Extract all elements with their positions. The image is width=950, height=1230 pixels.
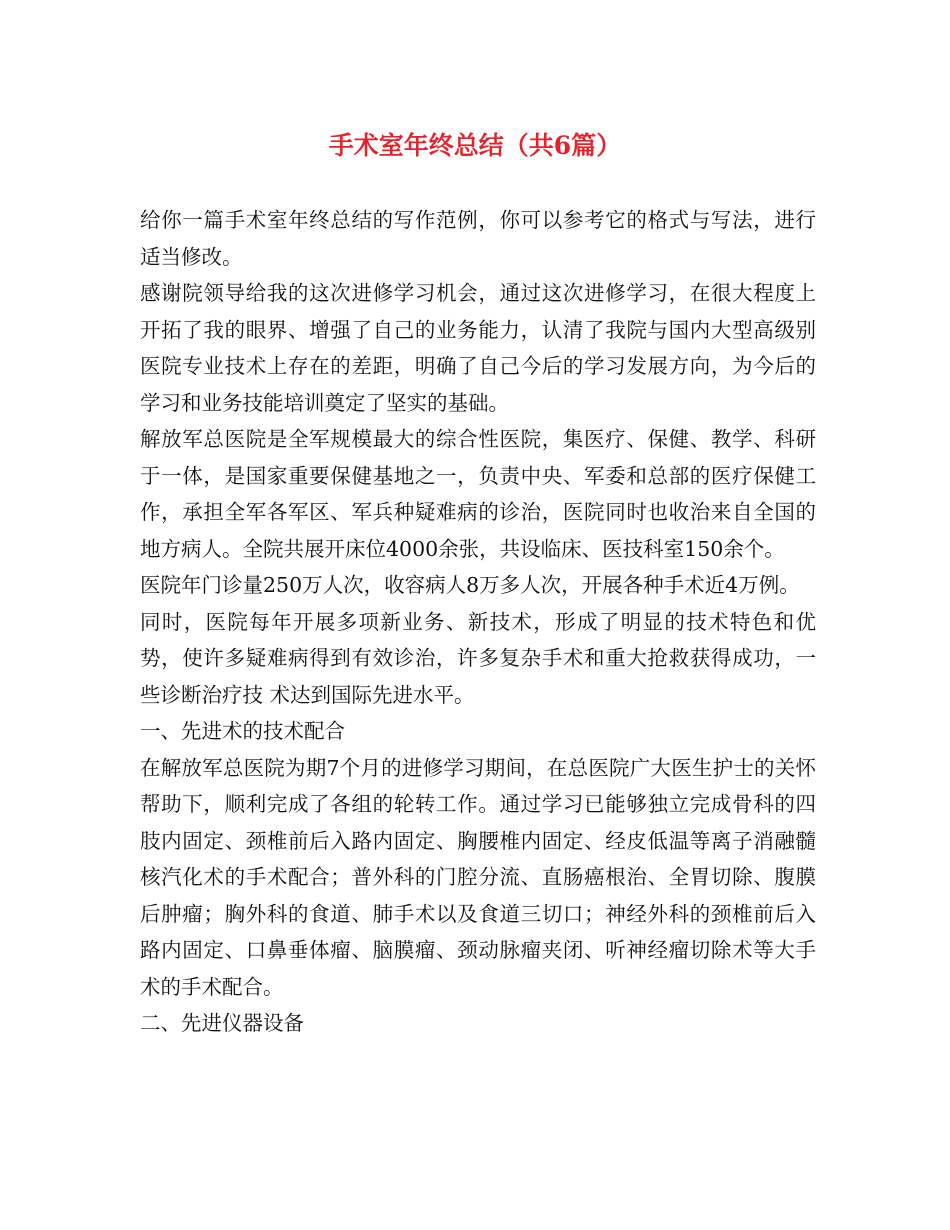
section-heading-2: 二、先进仪器设备 bbox=[140, 1011, 304, 1035]
paragraph-new-tech: 同时，医院每年开展多项新业务、新技术，形成了明显的技术特色和优势，使许多疑难病得到有效诊治，许多复杂手术和重大抢救获得成功，一些诊断治疗技 术达到国际先进水平。 bbox=[140, 609, 816, 707]
paragraph-intro: 给你一篇手术室年终总结的写作范例，你可以参考它的格式与写法，进行适当修改。 bbox=[140, 208, 816, 269]
document-body bbox=[140, 202, 816, 1042]
section-heading-1: 一、先进术的技术配合 bbox=[140, 719, 345, 743]
document-title: 手术室年终总结（共6篇） bbox=[328, 131, 622, 160]
paragraph-hospital-intro: 解放军总医院是全军规模最大的综合性医院，集医疗、保健、教学、科研于一体，是国家重要保健基地之一，负责中央、军委和总部的医疗保健工作，承担全军各军区、军兵种疑难病的诊治，医院同时也收治来自全国的地方病人。全院共展开床位4000余张，共设临床、医技科室150余个。 bbox=[140, 427, 816, 561]
paragraph-hospital-stats: 医院年门诊量250万人次，收容病人8万多人次，开展各种手术近4万例。 bbox=[140, 573, 800, 597]
paragraph-thanks: 感谢院领导给我的这次进修学习机会，通过这次进修学习，在很大程度上开拓了我的眼界、增强了自己的业务能力，认清了我院与国内大型高级别医院专业技术上存在的差距，明确了自己今后的学习发展方向，为今后的学习和业务技能培训奠定了坚实的基础。 bbox=[140, 281, 816, 415]
paragraph-training: 在解放军总医院为期7个月的进修学习期间，在总医院广大医生护士的关怀帮助下，顺利完成了各组的轮转工作。通过学习已能够独立完成骨科的四肢内固定、颈椎前后入路内固定、胸腰椎内固定、经皮低温等离子消融髓核汽化术的手术配合；普外科的门腔分流、直肠癌根治、全胃切除、腹膜后肿瘤；胸外科的食道、肺手术以及食道三切口；神经外科的颈椎前后入路内固定、口鼻垂体瘤、脑膜瘤、颈动脉瘤夹闭、听神经瘤切除术等大手术的手术配合。 bbox=[140, 755, 816, 999]
